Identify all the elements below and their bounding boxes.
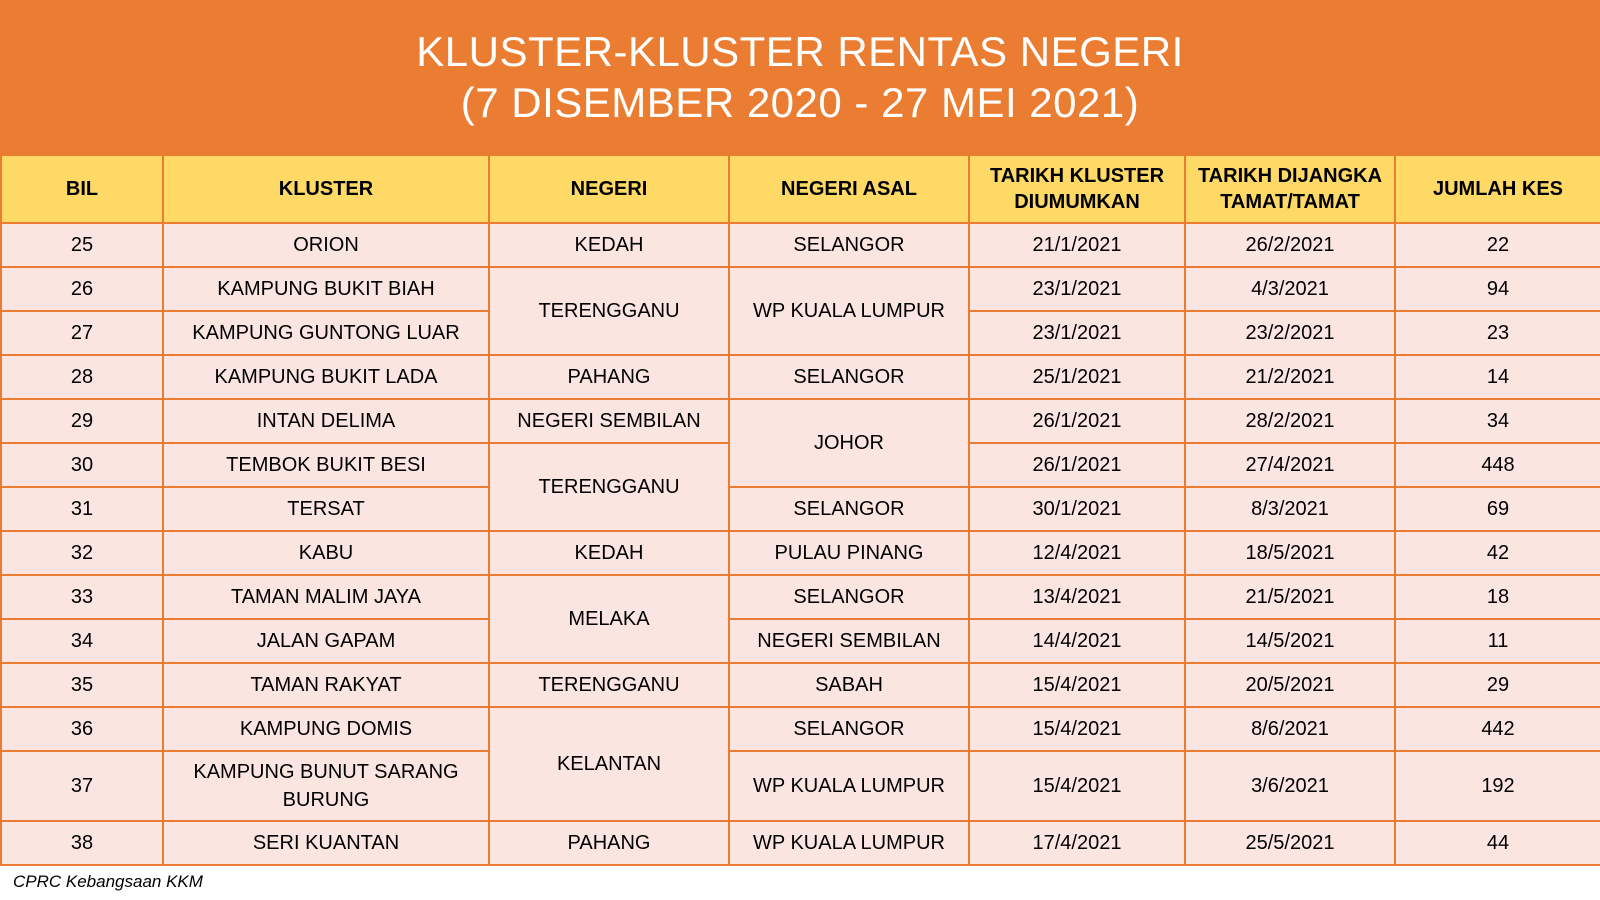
cell-kluster: ORION bbox=[163, 223, 489, 267]
table-row bbox=[1, 267, 1600, 311]
column-header-jumlah-kes: JUMLAH KES bbox=[1395, 155, 1600, 223]
cell-jumlah: 34 bbox=[1395, 399, 1600, 443]
table-row bbox=[1, 223, 1600, 267]
table-row bbox=[1, 821, 1600, 865]
column-header-negeri: NEGERI bbox=[489, 155, 729, 223]
cell-diumumkan: 15/4/2021 bbox=[969, 663, 1185, 707]
cell-negeri-asal: SELANGOR bbox=[729, 487, 969, 531]
cell-jumlah: 192 bbox=[1395, 751, 1600, 821]
cell-diumumkan: 15/4/2021 bbox=[969, 707, 1185, 751]
cell-bil: 36 bbox=[1, 707, 163, 751]
cell-diumumkan: 15/4/2021 bbox=[969, 751, 1185, 821]
cell-diumumkan: 26/1/2021 bbox=[969, 399, 1185, 443]
cell-kluster: KAMPUNG BUKIT BIAH bbox=[163, 267, 489, 311]
cell-jumlah: 442 bbox=[1395, 707, 1600, 751]
cell-bil: 26 bbox=[1, 267, 163, 311]
cell-tamat: 20/5/2021 bbox=[1185, 663, 1395, 707]
cell-kluster: SERI KUANTAN bbox=[163, 821, 489, 865]
cell-bil: 30 bbox=[1, 443, 163, 487]
cell-diumumkan: 30/1/2021 bbox=[969, 487, 1185, 531]
cell-jumlah: 23 bbox=[1395, 311, 1600, 355]
cell-diumumkan: 12/4/2021 bbox=[969, 531, 1185, 575]
cell-kluster: INTAN DELIMA bbox=[163, 399, 489, 443]
cell-diumumkan: 23/1/2021 bbox=[969, 267, 1185, 311]
cell-negeri-asal: PULAU PINANG bbox=[729, 531, 969, 575]
cell-diumumkan: 13/4/2021 bbox=[969, 575, 1185, 619]
cell-bil: 34 bbox=[1, 619, 163, 663]
cell-tamat: 4/3/2021 bbox=[1185, 267, 1395, 311]
cell-tamat: 25/5/2021 bbox=[1185, 821, 1395, 865]
cell-kluster: TEMBOK BUKIT BESI bbox=[163, 443, 489, 487]
table-row bbox=[1, 707, 1600, 751]
cell-diumumkan: 25/1/2021 bbox=[969, 355, 1185, 399]
cell-diumumkan: 14/4/2021 bbox=[969, 619, 1185, 663]
source-note: CPRC Kebangsaan KKM bbox=[13, 872, 203, 891]
cell-negeri-asal: WP KUALA LUMPUR bbox=[729, 821, 969, 865]
cell-kluster: KAMPUNG GUNTONG LUAR bbox=[163, 311, 489, 355]
cell-bil: 32 bbox=[1, 531, 163, 575]
cell-bil: 38 bbox=[1, 821, 163, 865]
cell-tamat: 21/5/2021 bbox=[1185, 575, 1395, 619]
column-header-bil: BIL bbox=[1, 155, 163, 223]
page-subtitle-date-range: (7 DISEMBER 2020 - 27 MEI 2021) bbox=[460, 79, 1140, 126]
table-row bbox=[1, 399, 1600, 443]
column-header-tarikh-tamat: TARIKH DIJANGKA TAMAT/TAMAT bbox=[1185, 155, 1395, 223]
cell-jumlah: 94 bbox=[1395, 267, 1600, 311]
table-row bbox=[1, 355, 1600, 399]
table-row bbox=[1, 751, 1600, 821]
cell-negeri-asal: NEGERI SEMBILAN bbox=[729, 619, 969, 663]
column-header-tarikh-diumumkan: TARIKH KLUSTER DIUMUMKAN bbox=[969, 155, 1185, 223]
table-header-row bbox=[1, 155, 1600, 223]
cell-kluster: TAMAN RAKYAT bbox=[163, 663, 489, 707]
cell-negeri-asal: SELANGOR bbox=[729, 223, 969, 267]
cluster-table bbox=[0, 154, 1600, 866]
cell-jumlah: 14 bbox=[1395, 355, 1600, 399]
cell-tamat: 21/2/2021 bbox=[1185, 355, 1395, 399]
cell-tamat: 28/2/2021 bbox=[1185, 399, 1395, 443]
cell-negeri: KEDAH bbox=[489, 531, 729, 575]
cell-tamat: 18/5/2021 bbox=[1185, 531, 1395, 575]
title-banner bbox=[0, 0, 1600, 154]
cell-negeri: NEGERI SEMBILAN bbox=[489, 399, 729, 443]
cell-negeri: MELAKA bbox=[489, 575, 729, 663]
cell-negeri-asal: WP KUALA LUMPUR bbox=[729, 751, 969, 821]
table-row bbox=[1, 575, 1600, 619]
cell-bil: 31 bbox=[1, 487, 163, 531]
cell-jumlah: 69 bbox=[1395, 487, 1600, 531]
table-row bbox=[1, 487, 1600, 531]
table-row bbox=[1, 619, 1600, 663]
cell-tamat: 14/5/2021 bbox=[1185, 619, 1395, 663]
cell-bil: 27 bbox=[1, 311, 163, 355]
cell-jumlah: 18 bbox=[1395, 575, 1600, 619]
column-header-kluster: KLUSTER bbox=[163, 155, 489, 223]
cell-kluster: JALAN GAPAM bbox=[163, 619, 489, 663]
cell-negeri: KELANTAN bbox=[489, 707, 729, 821]
cell-negeri-asal: SABAH bbox=[729, 663, 969, 707]
cell-negeri-asal: SELANGOR bbox=[729, 355, 969, 399]
cell-kluster: KAMPUNG BUNUT SARANG BURUNG bbox=[163, 751, 489, 821]
cell-kluster: KAMPUNG BUKIT LADA bbox=[163, 355, 489, 399]
cell-bil: 28 bbox=[1, 355, 163, 399]
cell-jumlah: 11 bbox=[1395, 619, 1600, 663]
cell-negeri: TERENGGANU bbox=[489, 663, 729, 707]
cell-jumlah: 44 bbox=[1395, 821, 1600, 865]
cell-jumlah: 22 bbox=[1395, 223, 1600, 267]
cell-kluster: KAMPUNG DOMIS bbox=[163, 707, 489, 751]
cell-negeri: PAHANG bbox=[489, 821, 729, 865]
cell-tamat: 23/2/2021 bbox=[1185, 311, 1395, 355]
cell-diumumkan: 26/1/2021 bbox=[969, 443, 1185, 487]
cell-bil: 29 bbox=[1, 399, 163, 443]
cell-bil: 25 bbox=[1, 223, 163, 267]
cell-negeri: KEDAH bbox=[489, 223, 729, 267]
cell-tamat: 8/3/2021 bbox=[1185, 487, 1395, 531]
column-header-negeri-asal: NEGERI ASAL bbox=[729, 155, 969, 223]
cell-diumumkan: 21/1/2021 bbox=[969, 223, 1185, 267]
cell-negeri-asal: JOHOR bbox=[729, 399, 969, 487]
cell-diumumkan: 23/1/2021 bbox=[969, 311, 1185, 355]
cell-tamat: 8/6/2021 bbox=[1185, 707, 1395, 751]
cell-bil: 33 bbox=[1, 575, 163, 619]
cell-negeri: TERENGGANU bbox=[489, 443, 729, 531]
cell-jumlah: 29 bbox=[1395, 663, 1600, 707]
page-title: KLUSTER-KLUSTER RENTAS NEGERI bbox=[416, 28, 1184, 75]
cell-jumlah: 42 bbox=[1395, 531, 1600, 575]
table-row bbox=[1, 663, 1600, 707]
cell-kluster: TAMAN MALIM JAYA bbox=[163, 575, 489, 619]
cell-tamat: 27/4/2021 bbox=[1185, 443, 1395, 487]
cell-bil: 37 bbox=[1, 751, 163, 821]
cell-negeri: PAHANG bbox=[489, 355, 729, 399]
cell-bil: 35 bbox=[1, 663, 163, 707]
cell-jumlah: 448 bbox=[1395, 443, 1600, 487]
cell-negeri-asal: SELANGOR bbox=[729, 575, 969, 619]
cell-negeri-asal: WP KUALA LUMPUR bbox=[729, 267, 969, 355]
cell-negeri-asal: SELANGOR bbox=[729, 707, 969, 751]
cell-tamat: 26/2/2021 bbox=[1185, 223, 1395, 267]
cell-negeri: TERENGGANU bbox=[489, 267, 729, 355]
cell-kluster: KABU bbox=[163, 531, 489, 575]
table-row bbox=[1, 531, 1600, 575]
cell-tamat: 3/6/2021 bbox=[1185, 751, 1395, 821]
cell-kluster: TERSAT bbox=[163, 487, 489, 531]
cell-diumumkan: 17/4/2021 bbox=[969, 821, 1185, 865]
